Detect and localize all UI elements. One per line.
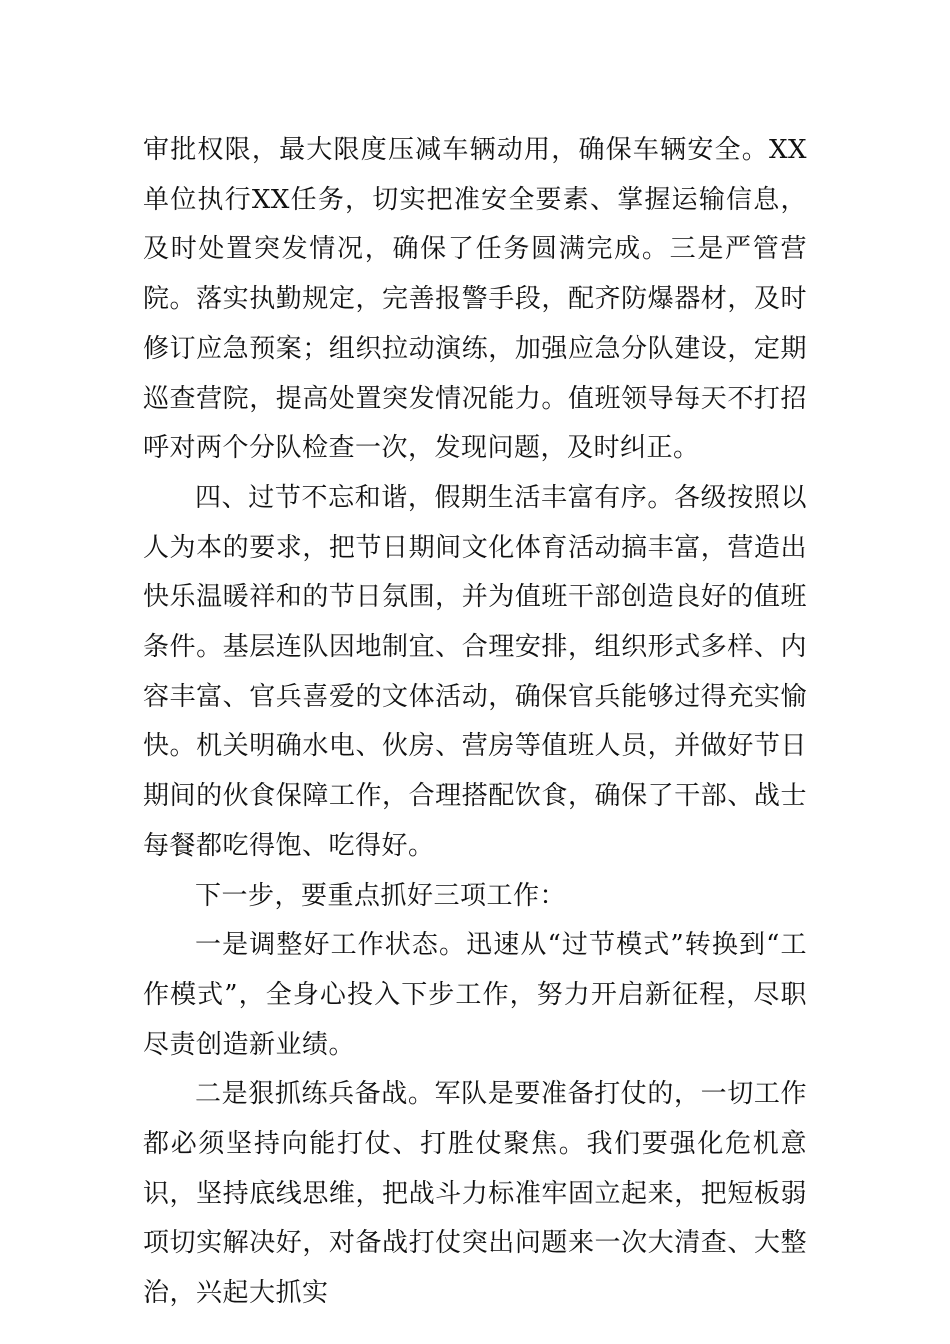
document-body [143,126,807,1319]
paragraph-item-one: 一是调整好工作状态。迅速从“过节模式”转换到“工作模式”，全身心投入下步工作，努力开启新征程，尽职尽责创造新业绩。 [143,930,807,1060]
paragraph-section-four: 四、过节不忘和谐，假期生活丰富有序。各级按照以人为本的要求，把节日期间文化体育活动搞丰富，营造出快乐温暖祥和的节日氛围，并为值班干部创造良好的值班条件。基层连队因地制宜、合理安排，组织形式多样、内容丰富、官兵喜爱的文体活动，确保官兵能够过得充实愉快。机关明确水电、伙房、营房等值班人员，并做好节日期间的伙食保障工作，合理搭配饮食，确保了干部、战士每餐都吃得饱、吃得好。 [143,482,807,861]
paragraph-item-two: 二是狠抓练兵备战。军队是要准备打仗的，一切工作都必须坚持向能打仗、打胜仗聚焦。我们要强化危机意识，坚持底线思维，把战斗力标准牢固立起来，把短板弱项切实解决好，对备战打仗突出问题来一次大清查、大整治，兴起大抓实 [143,1079,807,1309]
paragraph-next-steps: 下一步，要重点抓好三项工作： [195,880,567,911]
paragraph-continuation: 审批权限，最大限度压减车辆动用，确保车辆安全。XX单位执行XX任务，切实把准安全要素、掌握运输信息，及时处置突发情况，确保了任务圆满完成。三是严管营院。落实执勤规定，完善报警手段，配齐防爆器材，及时修订应急预案；组织拉动演练，加强应急分队建设，定期巡查营院，提高处置突发情况能力。值班领导每天不打招呼对两个分队检查一次，发现问题，及时纠正。 [143,135,807,464]
